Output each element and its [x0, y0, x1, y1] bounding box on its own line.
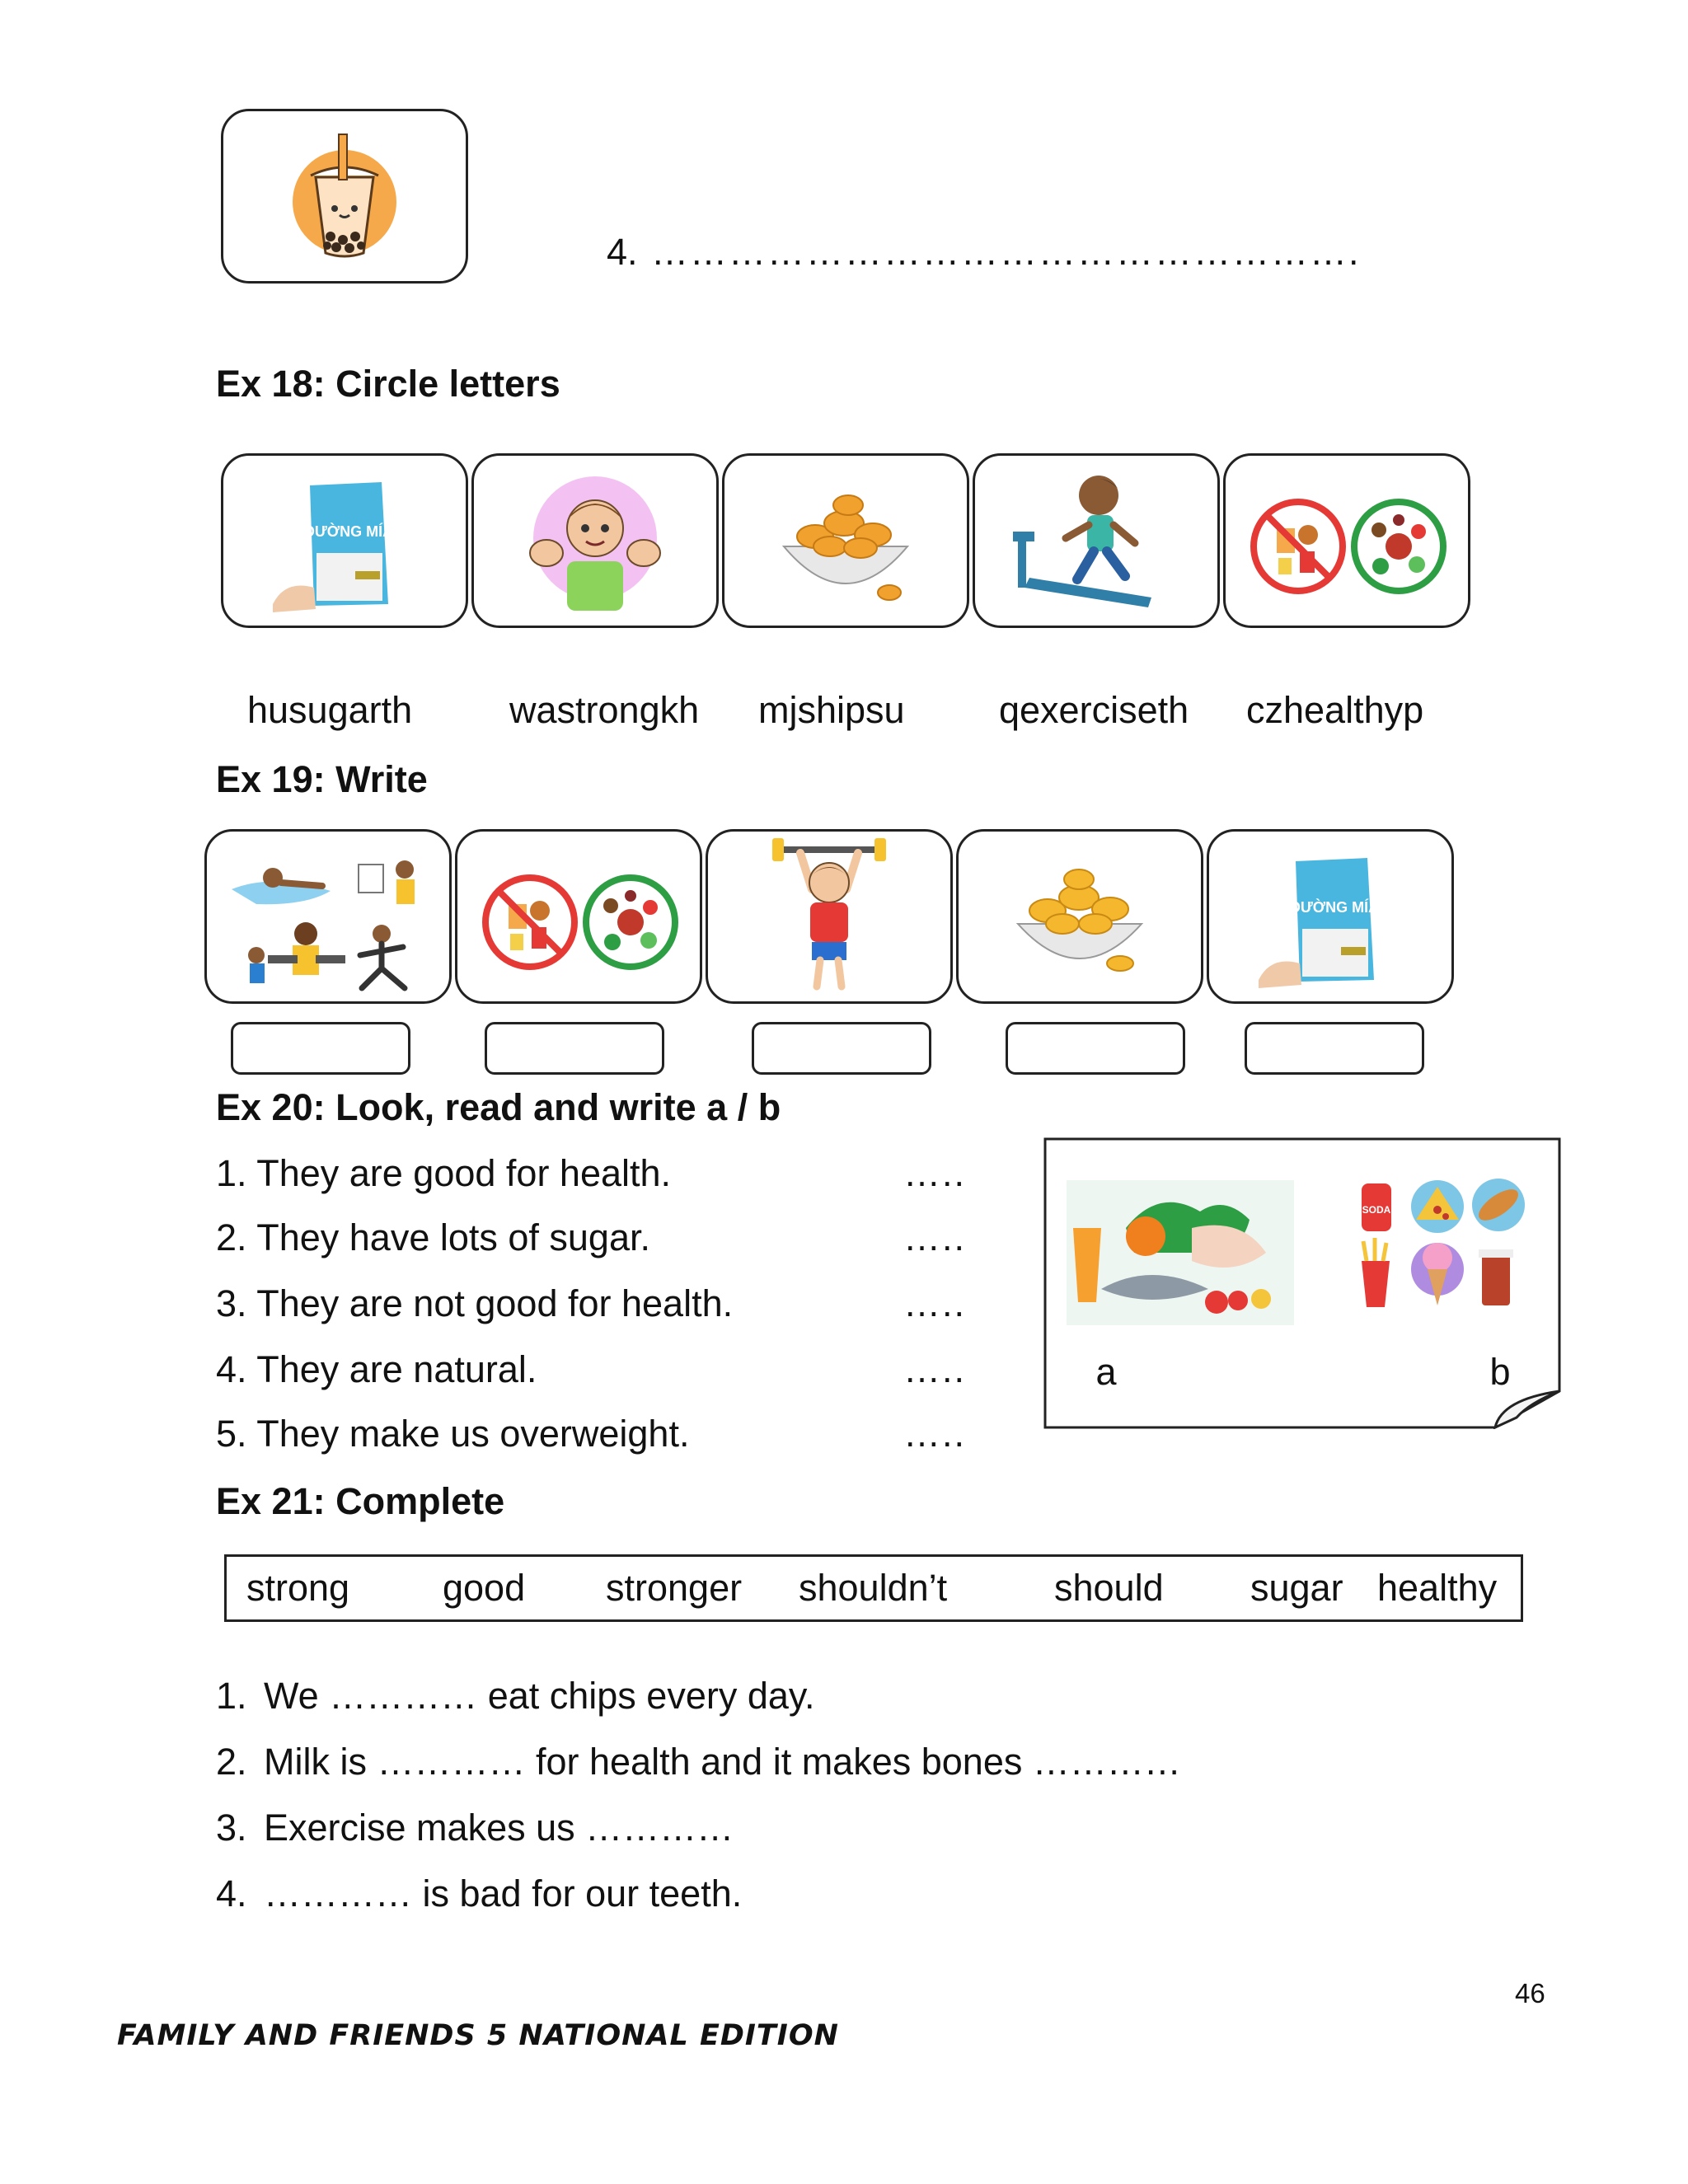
- ex21-sentence-4-num: 4.: [216, 1872, 247, 1915]
- ex21-heading: Ex 21: Complete: [216, 1480, 505, 1522]
- ex18-word-2: wastrongkh: [509, 689, 700, 731]
- word-bank-good: good: [443, 1567, 526, 1609]
- ex18-card-healthy: [1223, 453, 1470, 628]
- ex20-answer-1[interactable]: …..: [903, 1152, 967, 1194]
- word-bank-stronger: stronger: [606, 1567, 743, 1609]
- book-title: FAMILY AND FRIENDS 5 NATIONAL EDITION: [117, 2019, 839, 2052]
- ex19-card-healthy: [455, 829, 702, 1004]
- word-bank-shouldnt: shouldn’t: [799, 1567, 948, 1609]
- ex20-answer-5[interactable]: …..: [903, 1413, 967, 1455]
- ex19-answer-box-1[interactable]: [231, 1022, 410, 1075]
- weightlifting-boy-icon: [708, 832, 950, 1001]
- page-number: 46: [1515, 1978, 1545, 2008]
- ex21-sentence-3-num: 3.: [216, 1807, 247, 1849]
- bubble-tea-icon: [223, 111, 466, 281]
- ex18-word-3: mjshipsu: [758, 689, 905, 731]
- ex20-sentence-2: 2. They have lots of sugar.: [216, 1216, 650, 1258]
- ex20-answer-2[interactable]: …..: [903, 1216, 967, 1258]
- ex19-heading: Ex 19: Write: [216, 758, 428, 800]
- ex18-heading: Ex 18: Circle letters: [216, 363, 560, 405]
- ex20-answer-4[interactable]: …..: [903, 1348, 967, 1390]
- ex20-sentence-3: 3. They are not good for health.: [216, 1282, 734, 1324]
- ex20-sentence-4: 4. They are natural.: [216, 1348, 537, 1390]
- item-4-answer-line: ……………………………………………….: [651, 231, 1361, 273]
- ex18-card-sugar: [221, 453, 468, 628]
- ex18-card-exercise: [973, 453, 1220, 628]
- treadmill-runner-icon: [975, 456, 1217, 626]
- ex20-sentence-5: 5. They make us overweight.: [216, 1413, 690, 1455]
- ex18-word-4: qexerciseth: [999, 689, 1189, 731]
- sugar-package-text: ĐƯỜNG MÍA: [303, 523, 394, 540]
- word-bank-should: should: [1054, 1567, 1164, 1609]
- word-bank-sugar: sugar: [1250, 1567, 1343, 1609]
- sugar-package-text: ĐƯỜNG MÍA: [1289, 899, 1380, 916]
- soda-can-text: SODA: [1362, 1204, 1391, 1216]
- ex18-word-5: czhealthyp: [1246, 689, 1424, 731]
- ex19-answer-box-2[interactable]: [485, 1022, 664, 1075]
- ex20-sentence-1: 1. They are good for health.: [216, 1152, 672, 1194]
- ex21-sentence-4: ………… is bad for our teeth.: [264, 1872, 743, 1915]
- bubble-tea-card: [221, 109, 468, 284]
- ex19-card-sugar: [1207, 829, 1454, 1004]
- ex21-sentence-1: We ………… eat chips every day.: [264, 1675, 815, 1717]
- ex19-answer-box-3[interactable]: [752, 1022, 931, 1075]
- ex21-sentence-2: Milk is ………… for health and it makes bones …………: [264, 1741, 1181, 1783]
- word-bank-healthy: healthy: [1377, 1567, 1498, 1609]
- ex18-word-1: husugarth: [247, 689, 413, 731]
- ex20-picture-panel: [1043, 1137, 1561, 1429]
- ex21-word-bank: [224, 1554, 1523, 1622]
- sports-people-icon: [207, 832, 449, 1001]
- ex19-card-strong: [706, 829, 953, 1004]
- ex19-answer-box-4[interactable]: [1006, 1022, 1185, 1075]
- ex19-card-sports: [204, 829, 452, 1004]
- chips-bowl-icon: [959, 832, 1201, 1001]
- word-bank-strong: strong: [246, 1567, 350, 1609]
- ex20-heading: Ex 20: Look, read and write a / b: [216, 1086, 781, 1128]
- ex21-sentence-3: Exercise makes us …………: [264, 1807, 734, 1849]
- sugar-package-icon: [1209, 832, 1451, 1001]
- junk-vs-healthy-food-icon: [457, 832, 700, 1001]
- ex18-card-chips: [722, 453, 969, 628]
- ex20-label-b: b: [1489, 1351, 1511, 1393]
- junk-vs-healthy-food-icon: [1226, 456, 1468, 626]
- healthy-food-picture: [1067, 1180, 1294, 1325]
- ex21-sentence-1-num: 1.: [216, 1675, 247, 1717]
- ex21-sentence-2-num: 2.: [216, 1741, 247, 1783]
- item-4-label: 4.: [607, 231, 638, 273]
- ex18-card-strong: [471, 453, 719, 628]
- sugar-package-icon: [223, 456, 466, 626]
- ex20-answer-3[interactable]: …..: [903, 1282, 967, 1324]
- ex19-answer-box-5[interactable]: [1245, 1022, 1424, 1075]
- ex20-label-a: a: [1095, 1351, 1117, 1393]
- chips-bowl-icon: [724, 456, 967, 626]
- ex19-card-chips: [956, 829, 1203, 1004]
- strong-boy-icon: [474, 456, 716, 626]
